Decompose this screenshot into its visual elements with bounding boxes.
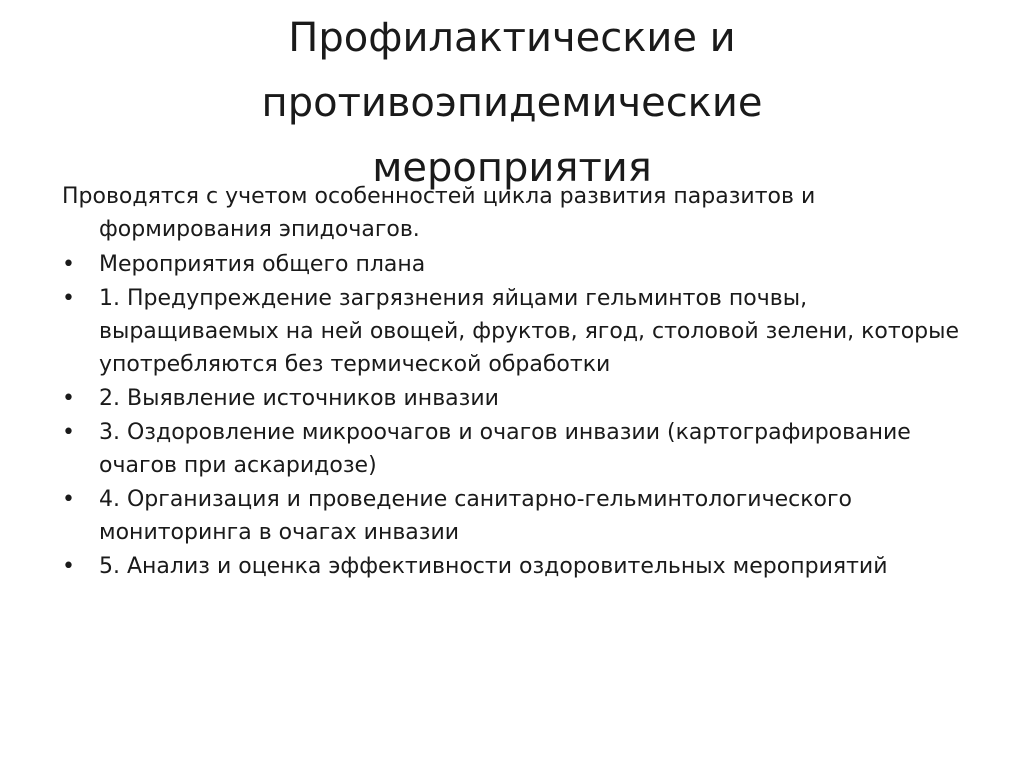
list-item-text: 4. Организация и проведение санитарно-гельминтологического мониторинга в очагах инвазии: [99, 487, 852, 545]
intro-line: формирования эпидочагов.: [99, 217, 420, 242]
bullet-icon: •: [62, 252, 75, 277]
list-item-text: 1. Предупреждение загрязнения яйцами гельминтов почвы, выращиваемых на ней овощей, фруктов, ягод, столовой зелени, которые употребляются без термической обработки: [99, 286, 960, 377]
bullet-list: [62, 248, 982, 584]
list-item: [62, 550, 982, 583]
list-item-text: 3. Оздоровление микроочагов и очагов инвазии (картографирование очагов при аскаридозе): [99, 420, 911, 478]
list-item-text: 2. Выявление источников инвазии: [99, 386, 499, 411]
bullet-icon: •: [62, 487, 75, 512]
list-item: [62, 248, 982, 281]
title-line: противоэпидемические: [261, 80, 763, 126]
bullet-icon: •: [62, 286, 75, 311]
list-item: [62, 416, 982, 482]
intro-paragraph: [62, 180, 982, 246]
list-item: [62, 282, 982, 381]
bullet-icon: •: [62, 554, 75, 579]
list-item: [62, 483, 982, 549]
list-item-text: Мероприятия общего плана: [99, 252, 426, 277]
bullet-icon: •: [62, 386, 75, 411]
title-line: мероприятия: [372, 145, 652, 191]
slide-title: [150, 6, 874, 201]
intro-line: Проводятся с учетом особенностей цикла развития паразитов и: [62, 184, 816, 209]
list-item: [62, 382, 982, 415]
bullet-icon: •: [62, 420, 75, 445]
title-line: Профилактические и: [288, 15, 736, 61]
list-item-text: 5. Анализ и оценка эффективности оздоровительных мероприятий: [99, 554, 888, 579]
